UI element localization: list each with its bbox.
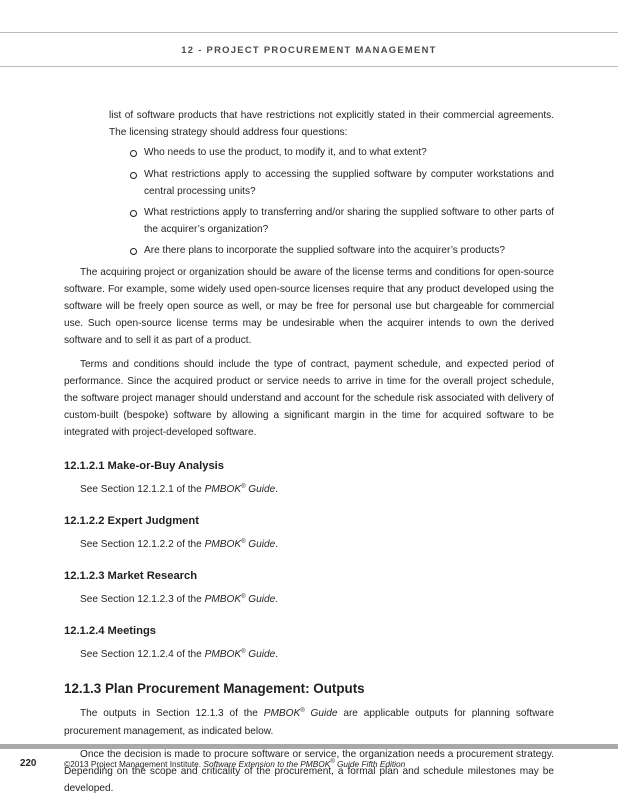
header-rule-top	[0, 32, 618, 33]
outputs-paragraph: The outputs in Section 12.1.3 of the PMBOK® Guide are applicable outputs for planning software procurement management, as indicated below.	[64, 708, 555, 737]
intro-paragraph: list of software products that have restrictions not explicitly stated in their commercial agreements. The licensing strategy should address four questions:	[109, 110, 554, 139]
list-item: Are there plans to incorporate the supplied software into the acquirer’s products?	[144, 242, 554, 259]
page-content	[64, 107, 554, 797]
outputs-heading: 12.1.3 Plan Procurement Management: Outputs	[64, 681, 365, 697]
intro-block	[64, 107, 554, 141]
page-number: 220	[20, 758, 37, 769]
list-item: Who needs to use the product, to modify it, and to what extent?	[144, 144, 554, 161]
section-text: See Section 12.1.2.4 of the PMBOK® Guide.	[80, 649, 279, 661]
hollow-bullet-icon	[130, 150, 137, 157]
section-heading: 12.1.2.3 Market Research	[64, 570, 198, 583]
footer-copyright: ©2013 Project Management Institute. Software Extension to the PMBOK® Guide Fifth Edition	[64, 759, 406, 769]
running-head: 12 - PROJECT PROCUREMENT MANAGEMENT	[181, 44, 437, 55]
section-heading: 12.1.2.1 Make-or-Buy Analysis	[64, 459, 225, 472]
section-text: See Section 12.1.2.2 of the PMBOK® Guide.	[80, 538, 279, 550]
hollow-bullet-icon	[130, 210, 137, 217]
list-item: What restrictions apply to accessing the supplied software by computer workstations and central processing units?	[144, 166, 554, 200]
outputs-paragraph-2: Once the decision is made to procure software or service, the organization needs a procurement strategy. Depending on the scope and criticality of the procurement, a formal plan and schedule milestones may be developed.	[64, 748, 554, 795]
header-rule-bottom	[0, 66, 618, 67]
hollow-bullet-icon	[130, 248, 137, 255]
section-text: See Section 12.1.2.3 of the PMBOK® Guide.	[80, 594, 279, 606]
section-heading: 12.1.2.2 Expert Judgment	[64, 514, 199, 527]
body-paragraph: The acquiring project or organization should be aware of the license terms and conditions for open-source software. For example, some widely used open-source licenses require that any product developed using the software will be freely open source as well, or may be free for personal use but chargeable for commercial use. Such open-source license terms may be undesirable when the acquirer intends to own the derived software and to sell it as part of a product.	[64, 266, 554, 347]
list-item: What restrictions apply to transferring and/or sharing the supplied software to other parts of the acquirer’s organization?	[144, 204, 554, 238]
hollow-bullet-icon	[130, 172, 137, 179]
footer-band	[0, 744, 618, 749]
body-paragraph: Terms and conditions should include the type of contract, payment schedule, and expected period of performance. Since the acquired product or service needs to arrive in time for the overall project schedule, the software project manager should understand and account for the schedule risk associated with delivery of custom-built (bespoke) software by allowing a significant margin in the time for acquired software to be integrated with project-developed software.	[64, 358, 554, 439]
question-list	[64, 144, 554, 259]
section-heading: 12.1.2.4 Meetings	[64, 625, 157, 638]
section-text: See Section 12.1.2.1 of the PMBOK® Guide.	[80, 483, 279, 495]
